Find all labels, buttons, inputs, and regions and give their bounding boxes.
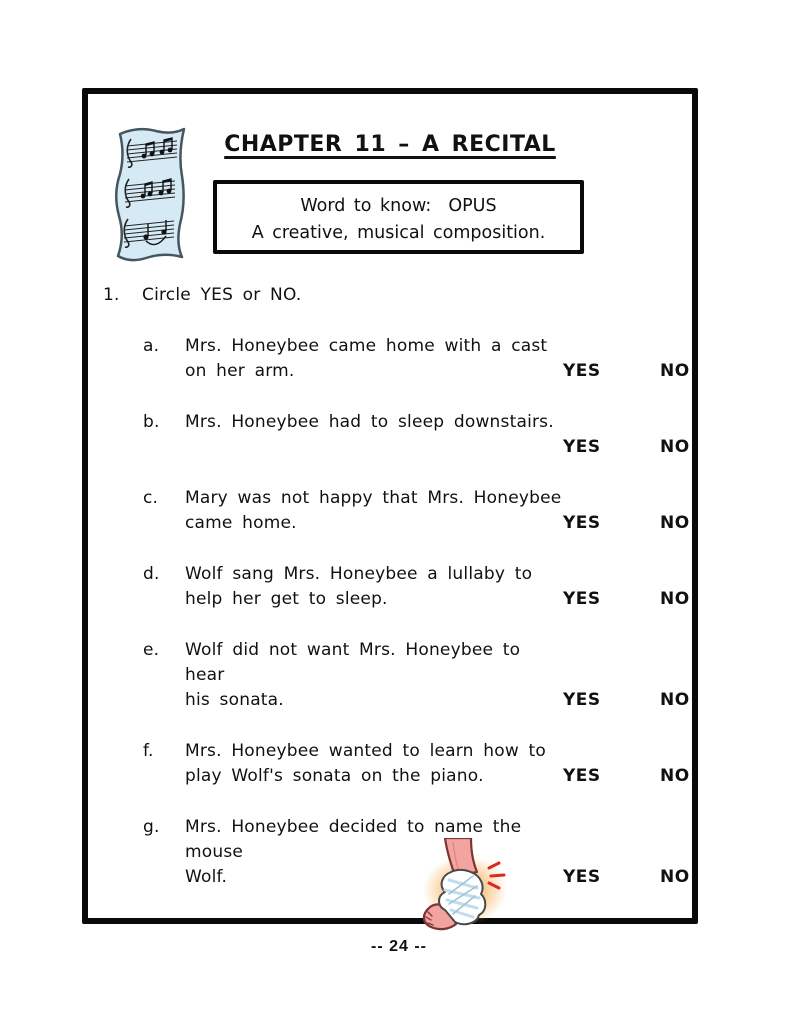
word-to-know-box	[213, 180, 584, 254]
word-to-know-line1: Word to know: OPUS	[300, 196, 497, 216]
yes-no-item-b	[103, 410, 695, 460]
item-letter: e.	[143, 640, 160, 660]
item-text: Mrs. Honeybee came home with a cast on her arm.	[185, 336, 548, 381]
yes-option[interactable]: YES	[563, 867, 601, 887]
item-text: Wolf sang Mrs. Honeybee a lullaby to help her get to sleep.	[185, 564, 533, 609]
question-prompt: Circle YES or NO.	[142, 285, 302, 305]
yes-no-item-d	[103, 562, 695, 612]
item-letter: f.	[143, 741, 154, 761]
question-section	[103, 283, 695, 890]
yes-no-item-e	[103, 638, 695, 713]
item-letter: b.	[143, 412, 160, 432]
no-option[interactable]: NO	[660, 766, 690, 786]
yes-option[interactable]: YES	[563, 766, 601, 786]
page-title: CHAPTER 11 – A RECITAL	[224, 132, 556, 157]
item-text: Mrs. Honeybee had to sleep downstairs.	[185, 412, 554, 432]
item-text: Mrs. Honeybee decided to name the mouse Wolf.	[185, 817, 522, 887]
yes-option[interactable]: YES	[563, 437, 601, 457]
bandaged-foot-icon	[415, 838, 530, 933]
item-text: Mrs. Honeybee wanted to learn how to play Wolf's sonata on the piano.	[185, 741, 547, 786]
yes-option[interactable]: YES	[563, 589, 601, 609]
yes-no-item-c	[103, 486, 695, 536]
worksheet-frame	[82, 88, 698, 924]
yes-no-item-g	[103, 815, 695, 890]
item-text: Mary was not happy that Mrs. Honeybee came home.	[185, 488, 562, 533]
item-letter: d.	[143, 564, 160, 584]
question-header	[103, 283, 695, 308]
item-letter: a.	[143, 336, 160, 356]
yes-no-item-a	[103, 334, 695, 384]
yes-option[interactable]: YES	[563, 361, 601, 381]
page-number: -- 24 --	[371, 938, 427, 955]
question-number: 1.	[103, 285, 120, 305]
no-option[interactable]: NO	[660, 589, 690, 609]
no-option[interactable]: NO	[660, 513, 690, 533]
no-option[interactable]: NO	[660, 690, 690, 710]
item-letter: c.	[143, 488, 159, 508]
yes-no-item-f	[103, 739, 695, 789]
no-option[interactable]: NO	[660, 361, 690, 381]
word-to-know-line2: A creative, musical composition.	[251, 223, 546, 243]
no-option[interactable]: NO	[660, 437, 690, 457]
yes-option[interactable]: YES	[563, 513, 601, 533]
item-text: Wolf did not want Mrs. Honeybee to hear his sonata.	[185, 640, 521, 710]
no-option[interactable]: NO	[660, 867, 690, 887]
yes-option[interactable]: YES	[563, 690, 601, 710]
item-letter: g.	[143, 817, 160, 837]
